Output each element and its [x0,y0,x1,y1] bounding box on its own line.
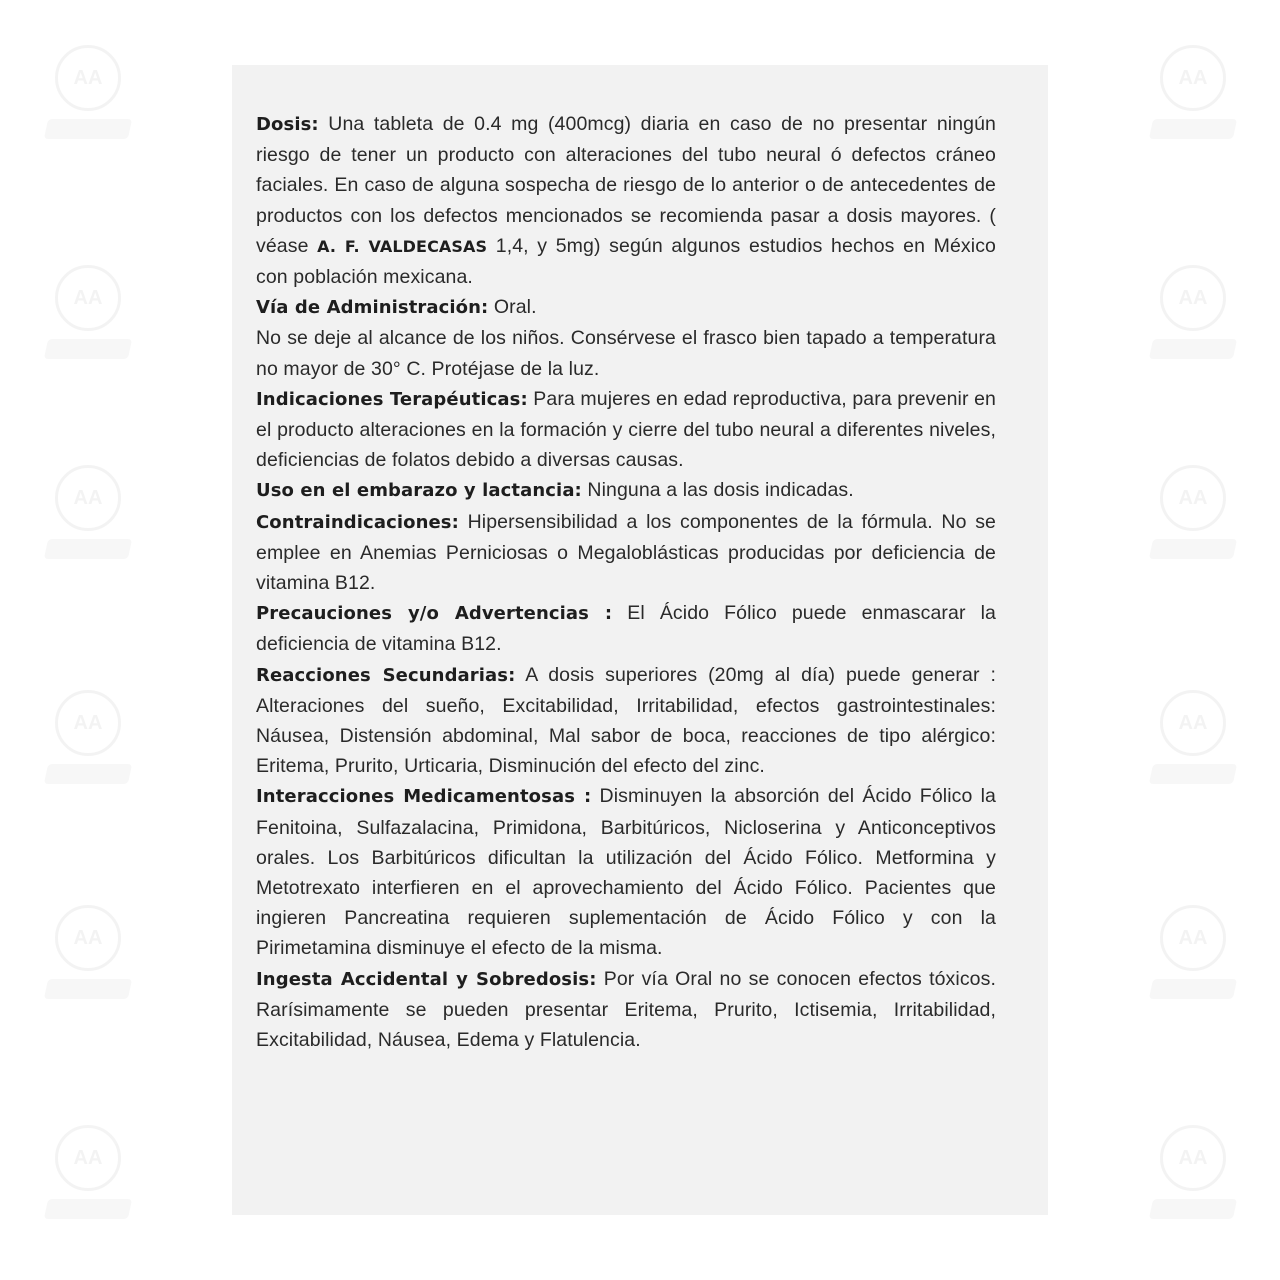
label-text [256,109,996,1055]
watermark-logo [1145,1125,1241,1235]
section-via [256,292,996,323]
watermark-bar [1149,979,1237,999]
section-text: 1,4, y 5mg) según algunos estudios hechos en México con población mexicana. [256,234,997,289]
watermark-text: AA [55,265,121,331]
section-precauciones [256,598,996,659]
watermark-logo [1145,265,1241,375]
section-text: Por vía Oral no se conocen efectos tóxicos. Rarísimamente se pueden presentar Eritema, Prurito, Ictisemia, Irritabilidad, Excitabilidad, Náusea, Edema y Flatulencia. [256,967,996,1052]
section-heading: Vía de Administración: [256,297,489,319]
watermark-text: AA [55,45,121,111]
watermark-bar [1149,764,1237,784]
section-text: No se deje al alcance de los niños. Consérvese el frasco bien tapado a temperatura no mayor de 30° C. Protéjase de la luz. [256,327,996,380]
section-conservacion [256,323,996,383]
watermark-text: AA [1160,1125,1226,1191]
watermark-logo [1145,690,1241,800]
watermark-logo [1145,465,1241,575]
watermark-bar [44,339,132,359]
watermark-text: AA [1160,45,1226,111]
section-text: Hipersensibilidad a los componentes de la fórmula. No se emplee en Anemias Perniciosas o Megaloblásticas producidas por deficiencia de vitamina B12. [256,510,996,595]
watermark-text: AA [1160,905,1226,971]
section-text: Una tableta de 0.4 mg (400mcg) diaria en caso de no presentar ningún riesgo de tener un producto con alteraciones del tubo neural ó defectos cráneo faciales. En caso de alguna sospecha de riesgo de lo anterior o de antecedentes de productos con los defectos mencionados se recomienda pasar a dosis mayores. ( véase [256,113,996,257]
section-heading: Indicaciones Terapéuticas: [256,388,528,410]
section-text: El Ácido Fólico puede enmascarar la deficiencia de vitamina B12. [256,602,996,656]
watermark-logo [40,465,136,575]
watermark-logo [40,690,136,800]
section-heading: Interacciones Medicamentosas : [256,786,592,808]
section-reacciones [256,660,996,782]
watermark-bar [1149,539,1237,559]
section-heading: Reacciones Secundarias: [256,664,516,686]
watermark-logo [40,45,136,155]
section-text: A dosis superiores (20mg al día) puede generar : Alteraciones del sueño, Excitabilidad, Irritabilidad, efectos gastrointestinales: Náusea, Distensión abdominal, Mal sabor de boca, reacciones de tipo alérgico: Eritema, Prurito, Urticaria, Disminución del efecto del zinc. [256,663,996,778]
label-sheet [232,65,1048,1215]
watermark-text: AA [55,465,121,531]
watermark-bar [44,1199,132,1219]
section-heading: Precauciones y/o Advertencias : [256,603,613,625]
section-dosis [256,109,996,292]
section-interacciones [256,781,996,963]
watermark-logo [1145,45,1241,155]
section-sobredosis [256,964,996,1056]
section-text: Ninguna a las dosis indicadas. [581,479,854,502]
section-text: Para mujeres en edad reproductiva, para prevenir en el producto alteraciones en la formación y cierre del tubo neural a diferentes niveles, deficiencias de folatos debido a diversas causas. [256,387,996,472]
section-text: Oral. [488,296,537,319]
section-heading: Uso en el embarazo y lactancia: [256,480,582,502]
watermark-bar [44,539,132,559]
watermark-text: AA [55,690,121,756]
author-reference: A. F. VALDECASAS [317,236,488,256]
section-heading: Ingesta Accidental y Sobredosis: [256,968,597,990]
section-embarazo [256,475,996,506]
section-contraindicaciones [256,507,996,599]
watermark-text: AA [55,905,121,971]
watermark-logo [40,905,136,1015]
watermark-bar [1149,1199,1237,1219]
section-text: Disminuyen la absorción del Ácido Fólico la Fenitoina, Sulfazalacina, Primidona, Barbitúricos, Nicloserina y Anticonceptivos orales. Los Barbitúricos dificultan la utilización del Ácido Fólico. Metformina y Metotrexato interfieren en el aprovechamiento del Ácido Fólico. Pacientes que ingieren Pancreatina requieren suplementación de Ácido Fólico y con la Pirimetamina disminuye el efecto de la misma. [256,785,996,960]
watermark-bar [1149,119,1237,139]
section-heading: Contraindicaciones: [256,511,459,533]
watermark-bar [44,979,132,999]
watermark-bar [44,764,132,784]
watermark-bar [44,119,132,139]
watermark-text: AA [1160,465,1226,531]
watermark-text: AA [55,1125,121,1191]
watermark-logo [40,1125,136,1235]
section-heading: Dosis: [256,114,319,135]
section-indicaciones [256,384,996,476]
watermark-text: AA [1160,690,1226,756]
watermark-logo [40,265,136,375]
watermark-bar [1149,339,1237,359]
watermark-logo [1145,905,1241,1015]
watermark-text: AA [1160,265,1226,331]
